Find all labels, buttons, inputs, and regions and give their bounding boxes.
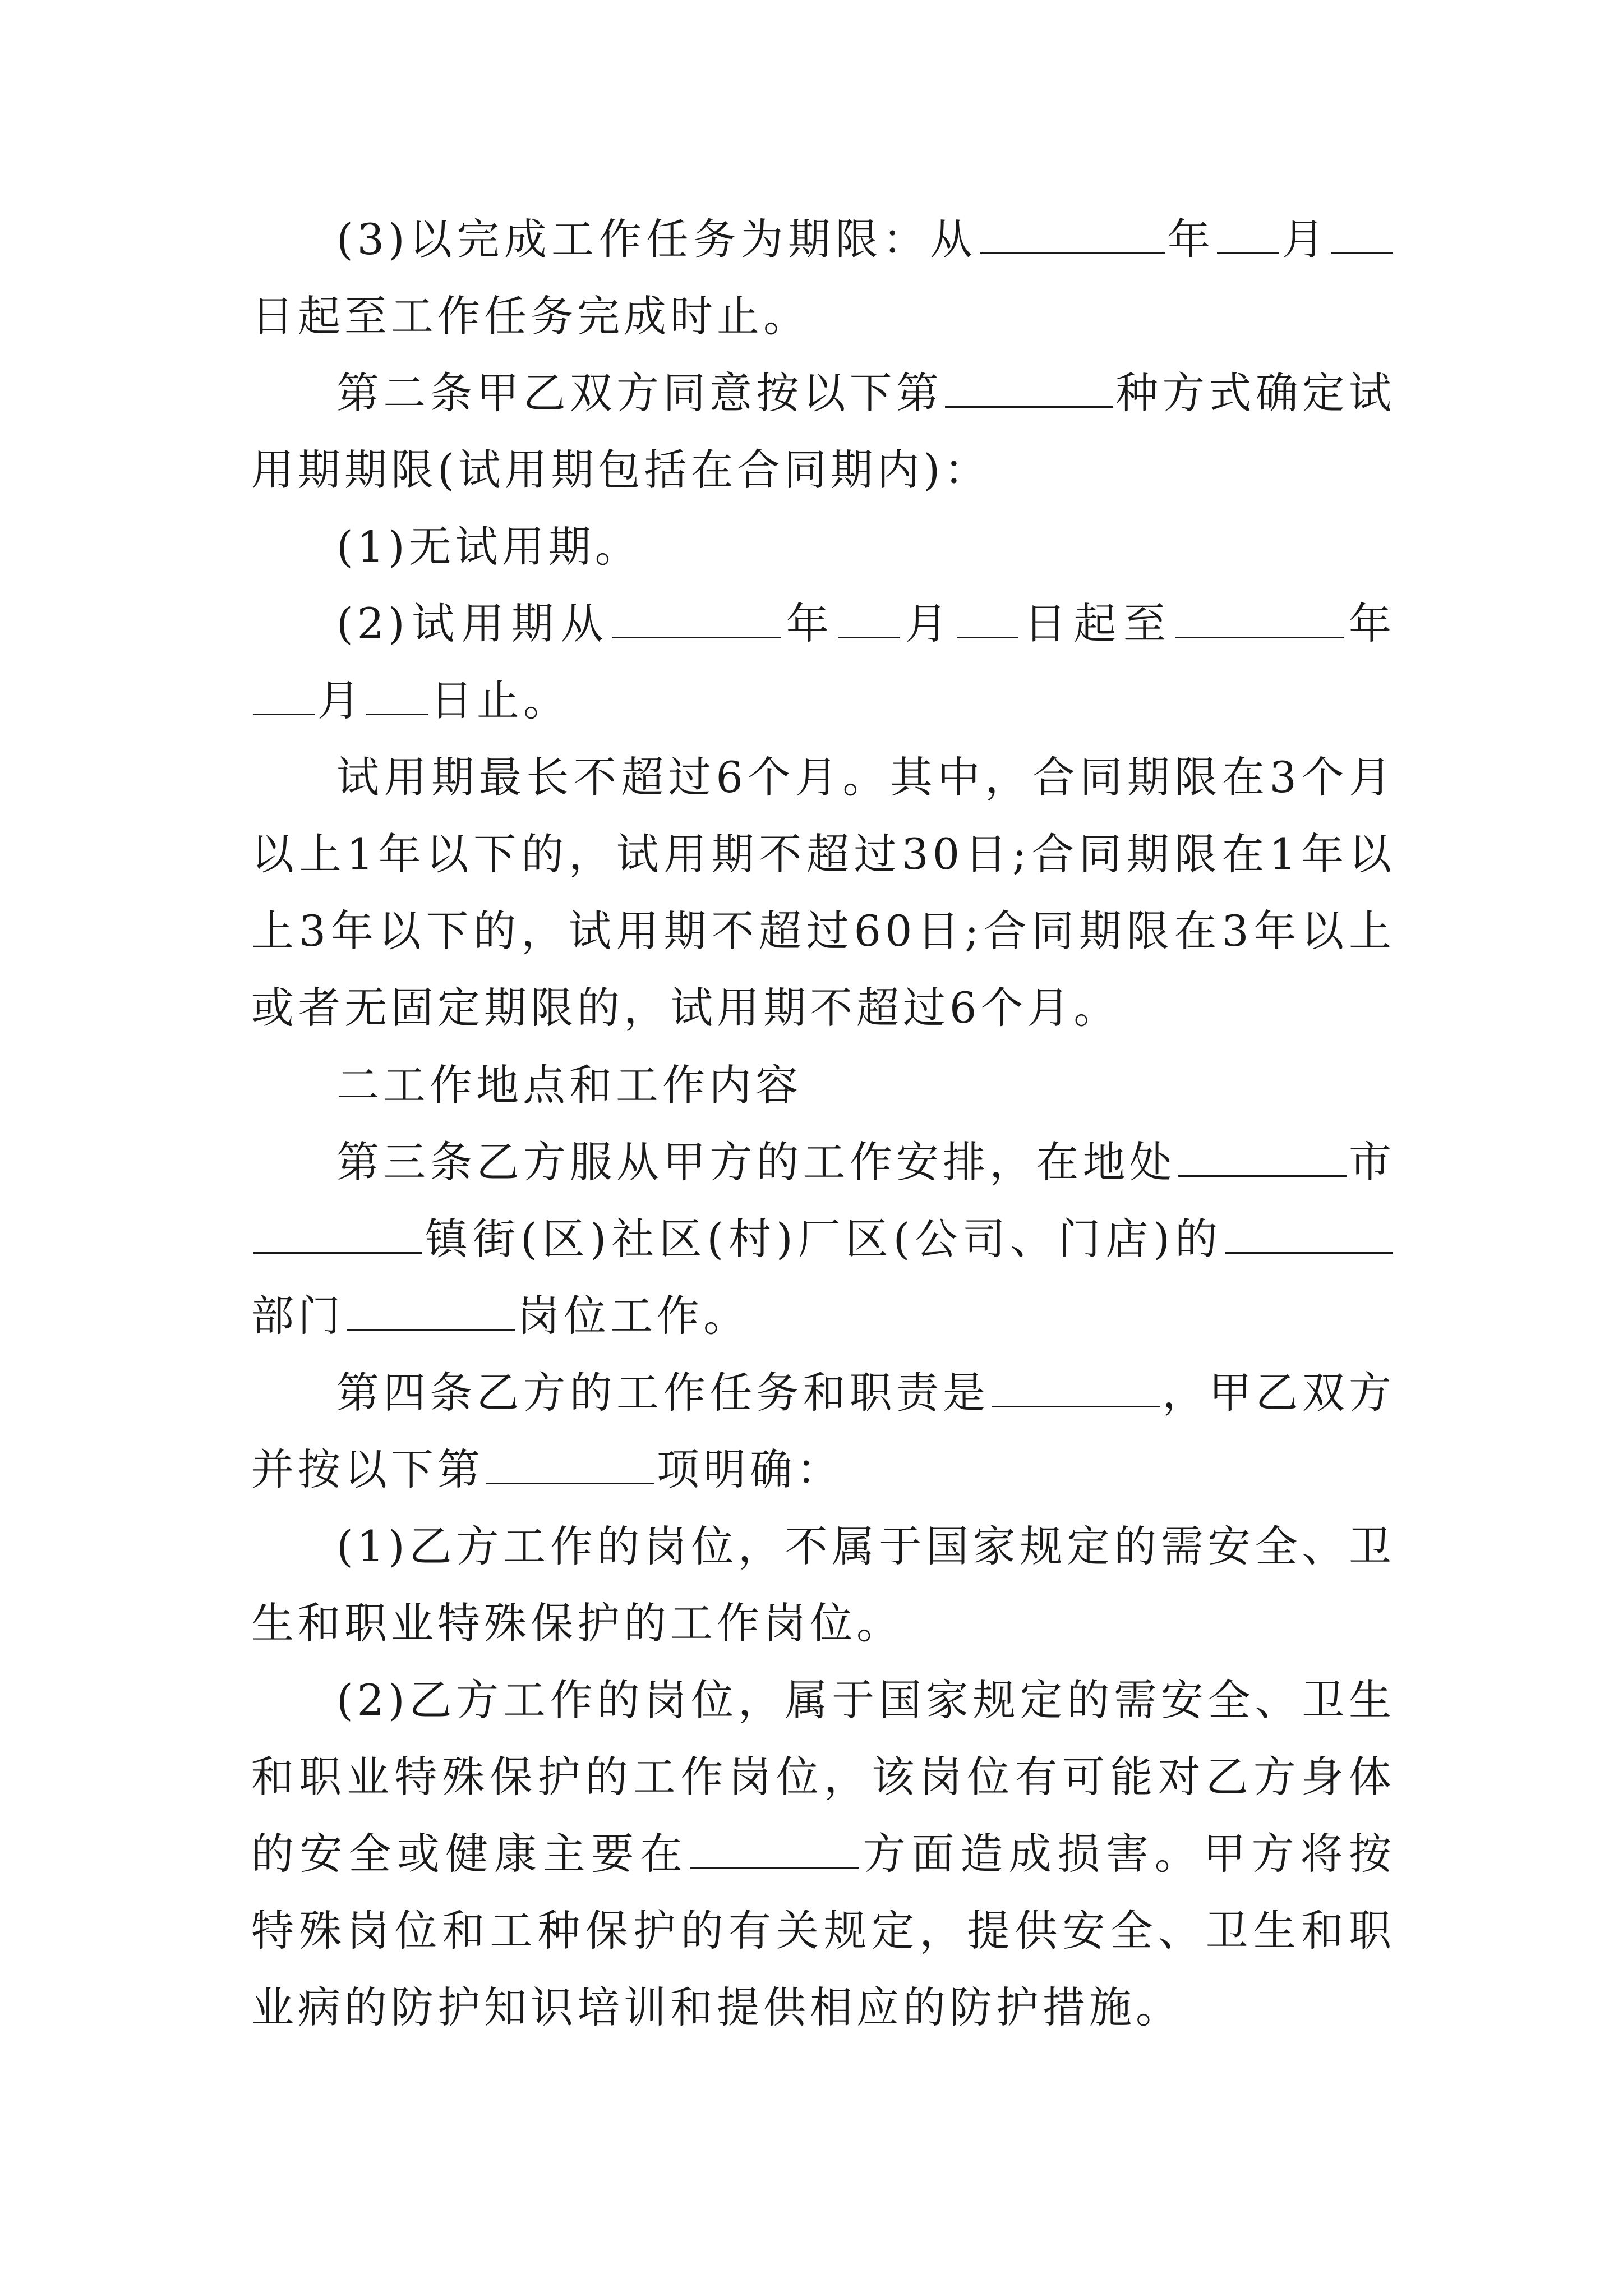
blank-town-field[interactable]: [253, 1215, 422, 1254]
paragraph-term-by-task: [251, 201, 1395, 355]
end-year-label: 年: [1345, 599, 1396, 648]
blank-duties-field[interactable]: [992, 1369, 1160, 1407]
blank-city-field[interactable]: [1178, 1138, 1347, 1177]
term-by-task-end: 日起至工作任务完成时止。: [251, 291, 810, 341]
article-4-middle: ，甲乙双方并按以下第: [251, 1368, 1396, 1494]
article-4-intro: 第四条乙方的工作任务和职责是: [336, 1368, 990, 1418]
city-label: 市: [1348, 1137, 1396, 1187]
blank-end-day-field[interactable]: [366, 677, 428, 715]
blank-item-number-field[interactable]: [486, 1446, 654, 1484]
position-label: 岗位工作。: [517, 1291, 750, 1341]
paragraph-special-post: [251, 1662, 1395, 2046]
paragraph-article-4: [251, 1354, 1395, 1508]
year-label: 年: [1166, 214, 1215, 264]
blank-start-month-field[interactable]: [838, 600, 900, 638]
paragraph-non-special-post: (1)乙方工作的岗位，不属于国家规定的需安全、卫生和职业特殊保护的工作岗位。: [251, 1521, 1395, 1648]
start-month-label: 月: [902, 599, 955, 648]
article-2-intro: 第二条甲乙双方同意按以下第: [336, 368, 943, 418]
paragraph-no-probation: (1)无试用期。: [336, 522, 642, 572]
special-post-intro: (2)乙方工作的岗位，属于国家规定的需安全、卫生和职业特殊保护的工作岗位，该岗位有可能对乙方身体的安全或健康主要在: [251, 1675, 1395, 1879]
blank-start-year-field[interactable]: [612, 600, 781, 638]
blank-harm-aspect-field[interactable]: [690, 1830, 859, 1869]
article-2-rest: 种方式确定试用期期限(试用期包括在合同期内)：: [251, 368, 1396, 495]
article-3-intro: 第三条乙方服从甲方的工作安排，在地处: [336, 1137, 1176, 1187]
blank-method-number-field[interactable]: [945, 369, 1113, 408]
paragraph-probation-limits: 试用期最长不超过6个月。其中，合同期限在3个月以上1年以下的，试用期不超过30日;合同期限在1年以上3年以下的，试用期不超过60日;合同期限在3年以上或者无固定期限的，试用期不超过6个月。: [251, 752, 1395, 1033]
probation-intro: (2)试用期从: [336, 599, 611, 648]
blank-position-field[interactable]: [347, 1292, 515, 1331]
blank-day-field[interactable]: [1331, 215, 1393, 254]
blank-end-month-field[interactable]: [253, 677, 315, 715]
paragraph-article-3: [251, 1124, 1395, 1354]
month-label: 月: [1281, 214, 1330, 264]
blank-start-day-field[interactable]: [957, 600, 1018, 638]
location-detail: 镇街(区)社区(村)厂区(公司、门店)的: [424, 1214, 1223, 1264]
term-by-task-intro: (3)以完成工作任务为期限：从: [336, 214, 978, 264]
blank-department-field[interactable]: [1225, 1215, 1393, 1254]
start-year-label: 年: [783, 599, 836, 648]
department-label: 部门: [251, 1291, 344, 1341]
end-month-label: 月: [317, 675, 364, 725]
start-day-label: 日起至: [1021, 599, 1173, 648]
blank-month-field[interactable]: [1217, 215, 1279, 254]
paragraph-probation-period: [251, 585, 1395, 739]
end-day-label: 日止。: [430, 675, 570, 725]
paragraph-article-2: [251, 355, 1395, 508]
blank-end-year-field[interactable]: [1175, 600, 1344, 638]
special-post-rest: 方面造成损害。甲方将按特殊岗位和工种保护的有关规定，提供安全、卫生和职业病的防护知识培训和提供相应的防护措施。: [251, 1829, 1396, 2032]
section-heading-work-place: 二工作地点和工作内容: [336, 1060, 802, 1110]
blank-year-field[interactable]: [980, 215, 1165, 254]
article-4-end: 项明确：: [657, 1444, 843, 1494]
